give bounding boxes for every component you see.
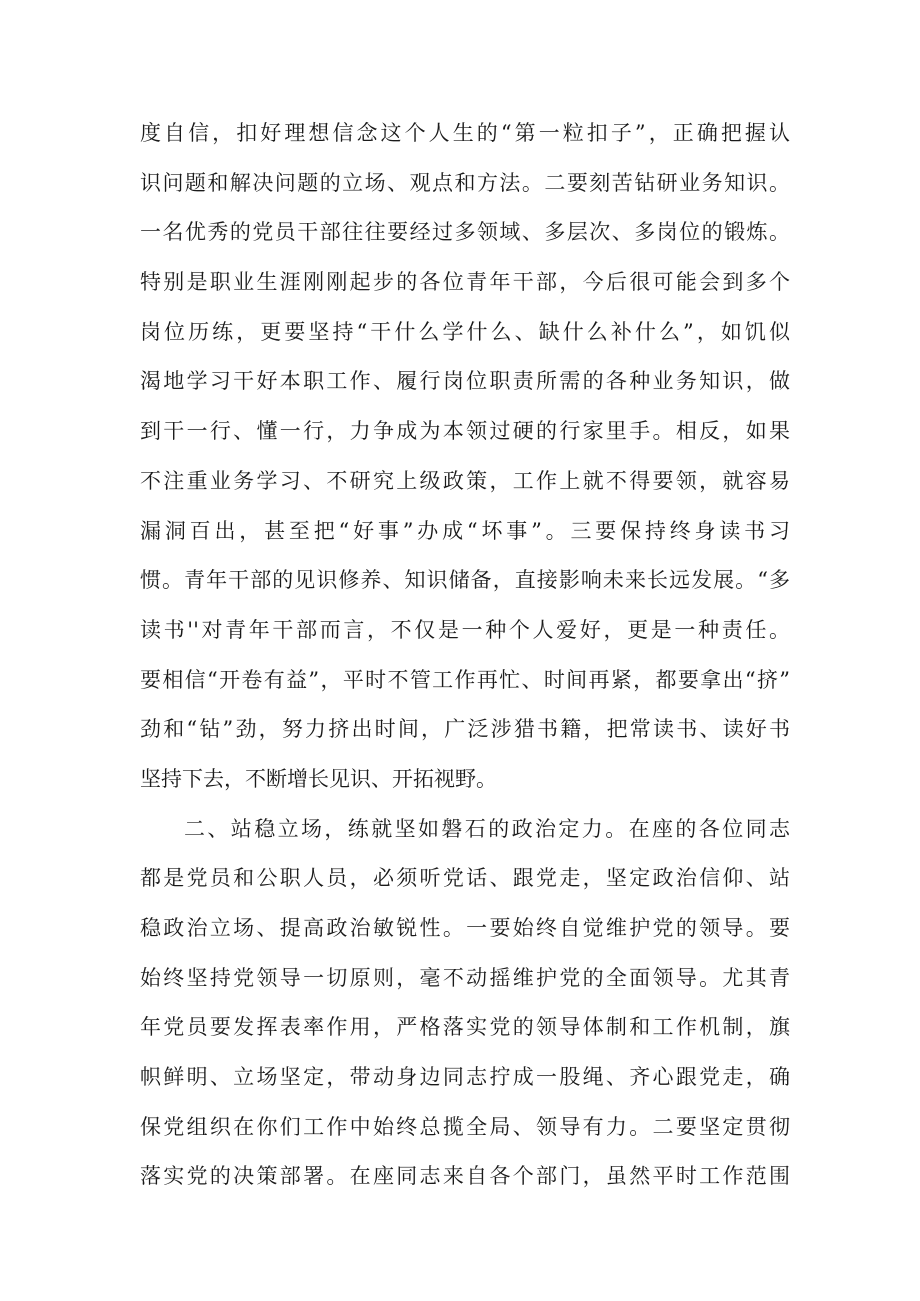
paragraph-1 — [140, 109, 790, 805]
text-line: 识问题和解决问题的立场、观点和方法。二要刻苦钻研业务知识。 — [140, 170, 790, 195]
text-line: 都是党员和公职人员，必须听党话、跟党走，坚定政治信仰、站 — [140, 866, 790, 891]
text-line: 始终坚持党领导一切原则，毫不动摇维护党的全面领导。尤其青 — [140, 965, 790, 990]
text-line: 惯。青年干部的见识修养、知识储备，直接影响未来长远发展。“多 — [140, 568, 790, 593]
text-line: 二、站稳立场，练就坚如磐石的政治定力。在座的各位同志 — [184, 816, 790, 841]
text-line: 保党组织在你们工作中始终总揽全局、领导有力。二要坚定贯彻 — [140, 1114, 790, 1139]
text-line: 特别是职业生涯刚刚起步的各位青年干部，今后很可能会到多个 — [140, 270, 790, 295]
text-line: 岗位历练，更要坚持“干什么学什么、缺什么补什么”，如饥似 — [140, 319, 790, 344]
text-line: 要相信“开卷有益”，平时不管工作再忙、时间再紧，都要拿出“挤” — [140, 667, 790, 692]
text-line: 劲和“钻”劲，努力挤出时间，广泛涉猎书籍，把常读书、读好书 — [140, 717, 790, 742]
paragraph-2 — [140, 805, 790, 1203]
text-line: 到干一行、懂一行，力争成为本领过硬的行家里手。相反，如果 — [140, 419, 790, 444]
text-line: 坚持下去，不断增长见识、开拓视野。 — [140, 766, 497, 791]
text-line: 帜鲜明、立场坚定，带动身边同志拧成一股绳、齐心跟党走，确 — [140, 1065, 790, 1090]
document-body — [140, 109, 790, 1202]
text-line: 不注重业务学习、不研究上级政策，工作上就不得要领，就容易 — [140, 468, 790, 493]
text-line: 稳政治立场、提高政治敏锐性。一要始终自觉维护党的领导。要 — [140, 916, 790, 940]
text-line: 读书''对青年干部而言，不仅是一种个人爱好，更是一种责任。 — [140, 617, 790, 642]
text-line: 落实党的决策部署。在座同志来自各个部门，虽然平时工作范围 — [140, 1164, 790, 1189]
text-line: 漏洞百出，甚至把“好事”办成“坏事”。三要保持终身读书习 — [140, 518, 790, 543]
text-line: 度自信，扣好理想信念这个人生的“第一粒扣子”，正确把握认 — [140, 121, 790, 145]
text-line: 一名优秀的党员干部往往要经过多领域、多层次、多岗位的锻炼。 — [140, 220, 790, 245]
text-line: 年党员要发挥表率作用，严格落实党的领导体制和工作机制，旗 — [140, 1015, 790, 1040]
text-line: 渴地学习干好本职工作、履行岗位职责所需的各种业务知识，做 — [140, 369, 790, 394]
